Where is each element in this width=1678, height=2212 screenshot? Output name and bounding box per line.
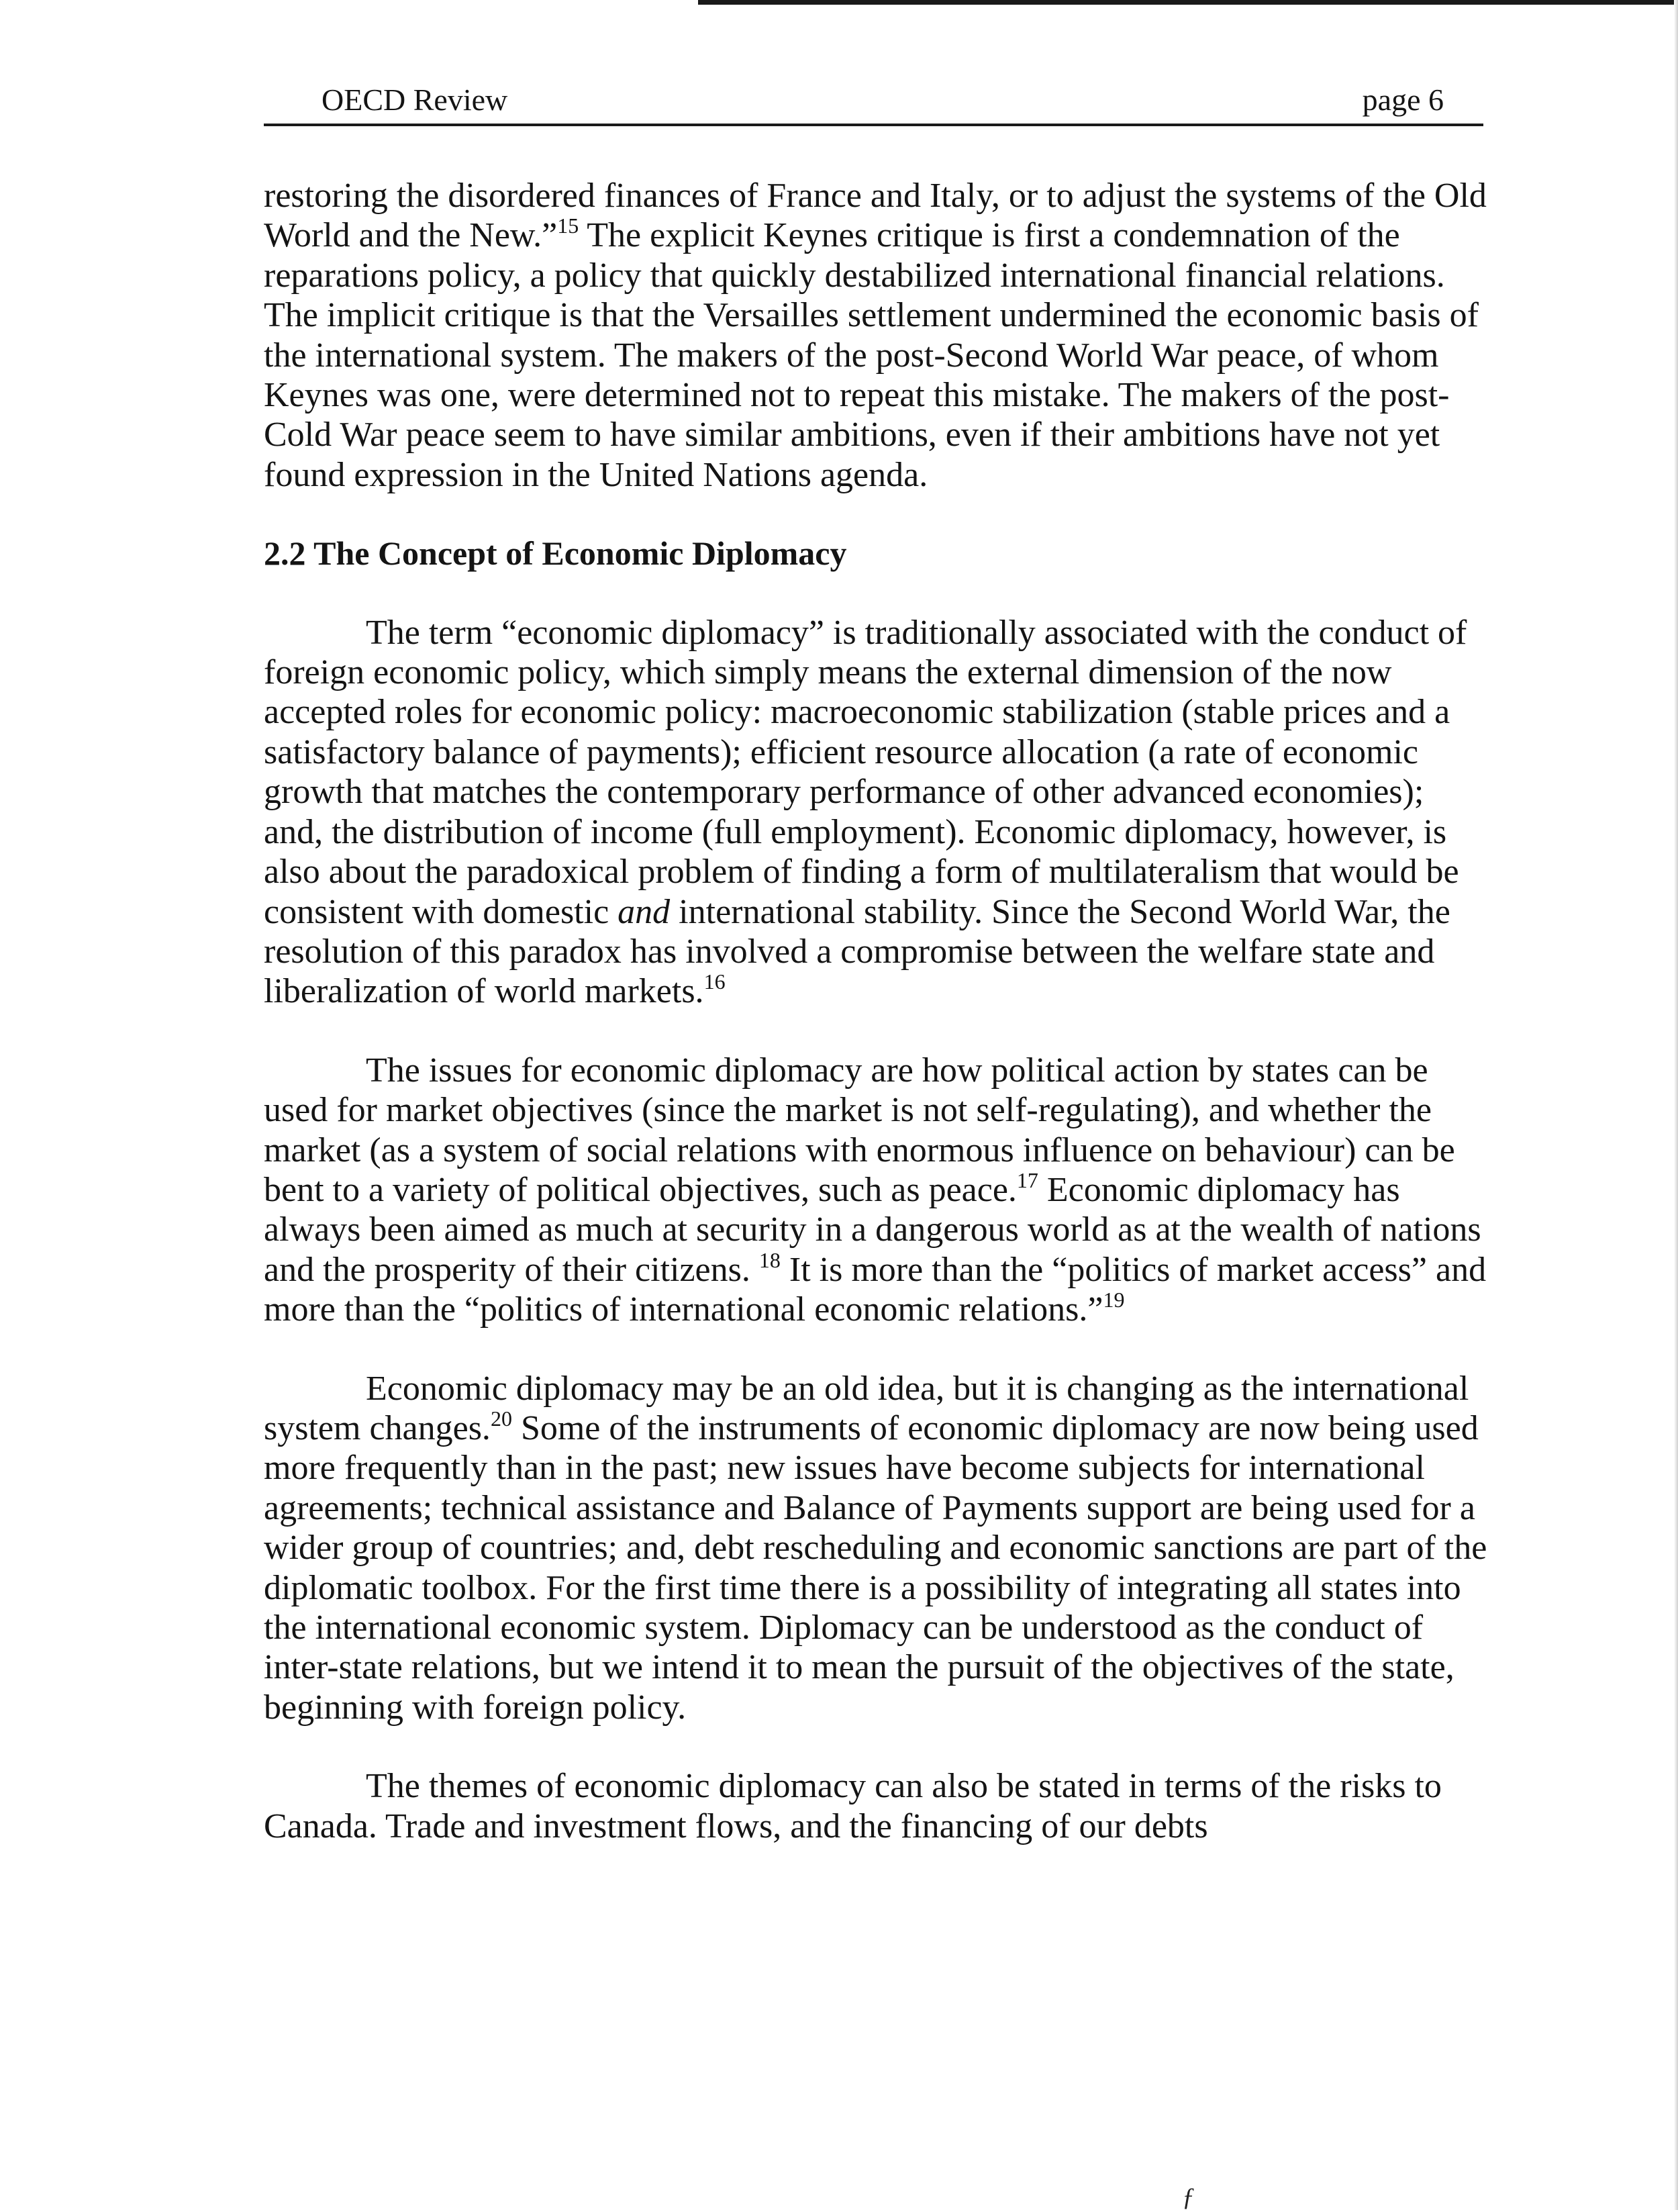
- paragraph-1-text-a: restoring the disordered finances of France and Italy, or to adjust the systems of the Old World and the New.”: [264, 177, 1487, 255]
- footnote-ref-19: 19: [1103, 1288, 1125, 1312]
- footnote-ref-18: 18: [758, 1247, 781, 1272]
- paragraph-5: [264, 1766, 1489, 1846]
- paragraph-4-text-b: Some of the instruments of economic diplomacy are now being used more frequently than in the past; new issues have become subjects for international agreements; technical assistance and Balance of Payments support are being used for a wider group of countries; and, debt rescheduling and economic sanctions are part of the diplomatic toolbox. For the first time there is a possibility of integrating all states into the international economic system. Diplomacy can be understood as the conduct of inter-state relations, but we intend it to mean the pursuit of the objectives of the state, beginning with foreign policy.: [264, 1408, 1487, 1727]
- paragraph-3-text-a: The issues for economic diplomacy are how political action by states can be used for market objectives (since the market is not self-regulating), and whether the market (as a system of social relations with enormous influence on behaviour) can be bent to a variety of political objectives, such as peace.: [264, 1051, 1455, 1209]
- paragraph-5-text-a: The themes of economic diplomacy can also be stated in terms of the risks to Canada. Trade and investment flows, and the financing of our debts: [264, 1767, 1442, 1845]
- handwritten-mark: ƒ: [1182, 2183, 1195, 2211]
- paragraph-1-text-b: The explicit Keynes critique is first a condemnation of the reparations policy, a policy that quickly destabilized international financial relations. The implicit critique is that the Versailles settlement undermined the economic basis of the international system. The makers of the post-Second World War peace, of whom Keynes was one, were determined not to repeat this mistake. The makers of the post-Cold War peace seem to have similar ambitions, even if their ambitions have not yet found expression in the United Nations agenda.: [264, 216, 1479, 494]
- spacer: [264, 1330, 1489, 1369]
- page-body: [264, 176, 1489, 1846]
- spacer: [264, 1727, 1489, 1766]
- paragraph-3-text-b: Economic diplomacy has always been aimed as much at security in a dangerous world as at the wealth of nations and the prosperity of their citizens.: [264, 1170, 1481, 1289]
- header-title: OECD Review: [322, 83, 508, 117]
- paragraph-1: [264, 176, 1489, 495]
- running-header: [264, 79, 1483, 126]
- paragraph-2-emphasis: and: [618, 892, 671, 931]
- paragraph-4: [264, 1369, 1489, 1728]
- page-number: page 6: [1362, 83, 1444, 117]
- paragraph-2-text-a: The term “economic diplomacy” is traditionally associated with the conduct of foreign economic policy, which simply means the external dimension of the now accepted roles for economic policy: macroeconomic stabilization (stable prices and a satisfactory balance of payments); efficient resource allocation (a rate of economic growth that matches the contemporary performance of other advanced economies); and, the distribution of income (full employment). Economic diplomacy, however, is also about the paradoxical problem of finding a form of multilateralism that would be consistent with domestic: [264, 613, 1467, 931]
- paragraph-3-text-c: It is more than the “politics of market access” and more than the “politics of international economic relations.”: [264, 1250, 1487, 1329]
- scan-right-edge: [1674, 0, 1678, 2210]
- paragraph-2-text-b: international stability. Since the Second World War, the resolution of this paradox has involved a compromise between the welfare state and liberalization of world markets.: [264, 892, 1450, 1011]
- footnote-ref-17: 17: [1016, 1167, 1038, 1192]
- spacer: [264, 1012, 1489, 1051]
- footnote-ref-15: 15: [557, 213, 579, 238]
- scan-top-rule: [698, 0, 1678, 5]
- paragraph-2: [264, 613, 1489, 1012]
- footnote-ref-20: 20: [490, 1406, 512, 1431]
- footnote-ref-16: 16: [703, 969, 726, 994]
- spacer: [264, 495, 1489, 534]
- section-heading: 2.2 The Concept of Economic Diplomacy: [264, 534, 847, 573]
- spacer: [264, 574, 1489, 613]
- paragraph-4-text-a: Economic diplomacy may be an old idea, but it is changing as the international system changes.: [264, 1369, 1469, 1447]
- paragraph-3: [264, 1051, 1489, 1330]
